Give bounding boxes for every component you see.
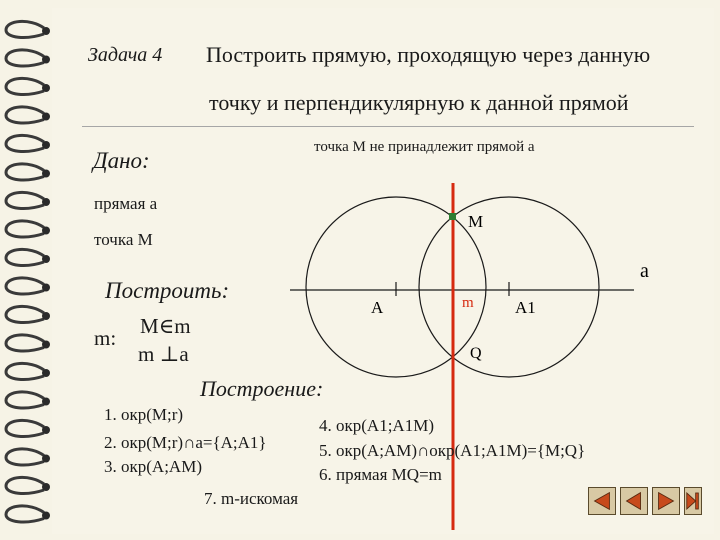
nav-back-button[interactable] [588,487,616,515]
step-7: 7. m-искомая [204,489,299,508]
construct-heading: Построить: [105,278,230,303]
end-icon [685,488,701,514]
step-6: 6. прямая МQ=m [319,465,442,484]
step-1: 1. окр(М;r) [104,405,184,424]
step-4: 4. окр(А1;А1М) [319,416,434,435]
step-2: 2. окр(М;r)∩а={А;А1} [104,433,267,452]
steps-heading: Построение: [200,376,324,401]
construct-condition-2: m ⊥а [138,342,189,366]
back-icon [589,488,615,514]
given-point-m: точка М [94,230,153,249]
nav-prev-button[interactable] [620,487,648,515]
label-Q: Q [470,345,482,362]
label-M: М [468,212,484,231]
title-line-2: точку и перпендикулярную к данной прямой [209,90,629,115]
given-line-a: прямая а [94,194,158,213]
label-A1: А1 [515,298,536,317]
given-condition: точка М не принадлежит прямой а [314,139,535,155]
construct-m-label: m: [94,326,117,350]
play-icon [653,488,679,514]
nav-end-button[interactable] [684,487,702,515]
label-a: а [640,260,649,282]
label-m: m [462,295,474,311]
label-A: А [371,298,384,317]
step-5: 5. окр(А;АМ)∩окр(А1;А1М)={М;Q} [319,441,586,460]
step-3: 3. окр(А;АМ) [104,457,202,476]
task-label: Задача 4 [88,44,163,66]
point-M-marker [449,213,456,220]
construct-condition-1: М∈m [140,314,191,338]
given-heading: Дано: [93,148,150,173]
play-reverse-icon [621,488,647,514]
title-line-1: Построить прямую, проходящую через данную [206,42,651,67]
nav-next-button[interactable] [652,487,680,515]
